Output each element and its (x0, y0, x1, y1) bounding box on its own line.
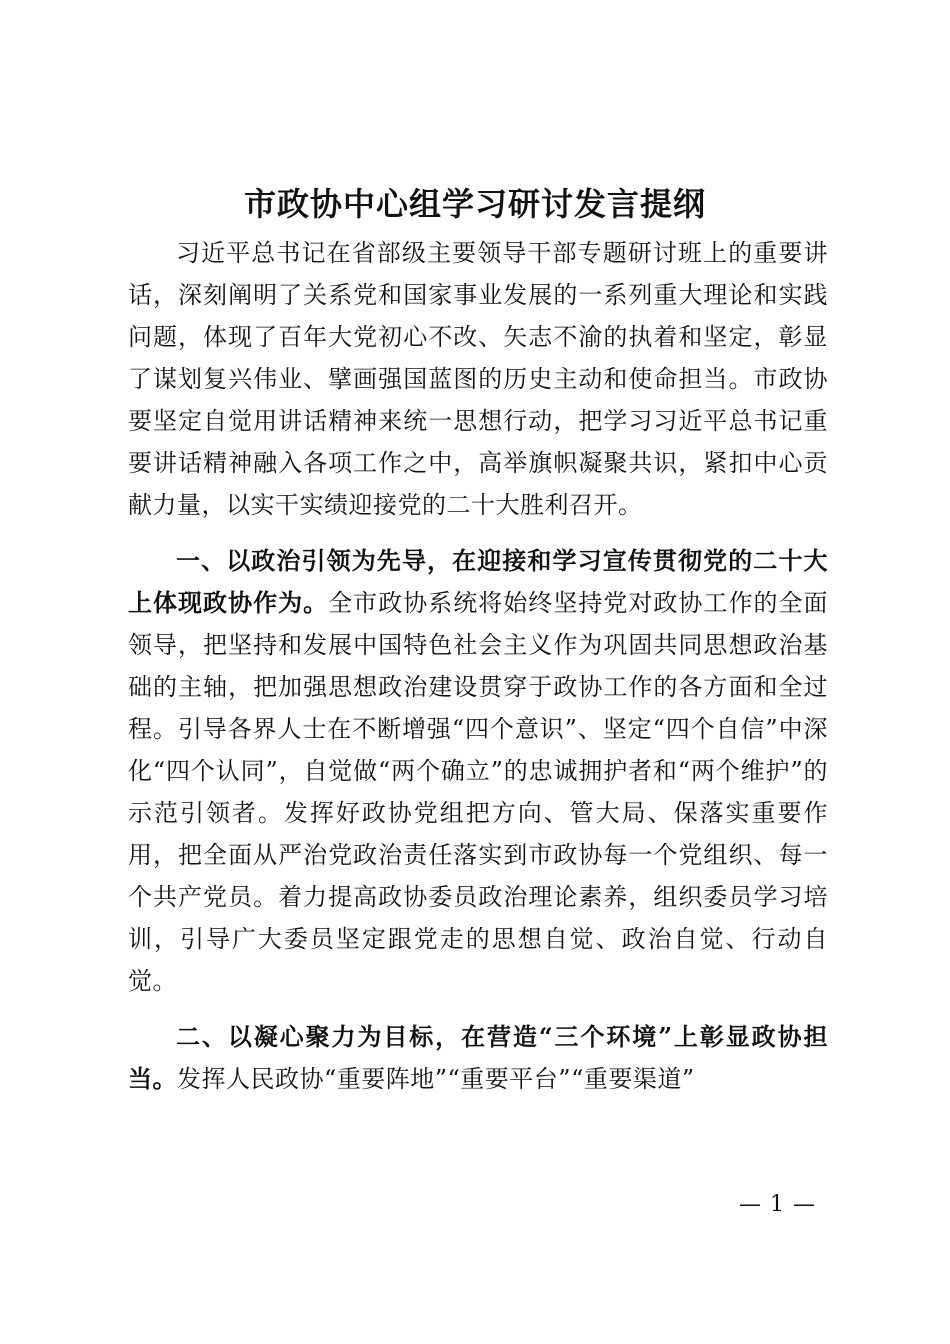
intro-paragraph: 习近平总书记在省部级主要领导干部专题研讨班上的重要讲话，深刻阐明了关系党和国家事业发展的一系列重大理论和实践问题，体现了百年大党初心不改、矢志不渝的执着和坚定，彰显了谋划复兴伟业、擘画强国蓝图的历史主动和使命担当。市政协要坚定自觉用讲话精神来统一思想行动，把学习习近平总书记重要讲话精神融入各项工作之中，高举旗帜凝聚共识，紧扣中心贡献力量，以实干实绩迎接党的二十大胜利召开。 (128, 239, 828, 519)
section-heading-1: 一、以政治引领为先导，在迎接和学习宣传贯彻党的二十大上体现政协作为。 (128, 546, 828, 617)
section-heading-2: 二、以凝心聚力为目标，在营造“三个环境”上彰显政协担当。 (128, 1022, 828, 1093)
section-body-1: 全市政协系统将始终坚持党对政协工作的全面领导，把坚持和发展中国特色社会主义作为巩固共同思想政治基础的主轴，把加强思想政治建设贯穿于政协工作的各方面和全过程。引导各界人士在不断增强“四个意识”、坚定“四个自信”中深化“四个认同”，自觉做“两个确立”的忠诚拥护者和“两个维护”的示范引领者。发挥好政协党组把方向、管大局、保落实重要作用，把全面从严治党政治责任落实到市政协每一个党组织、每一个共产党员。着力提高政协委员政治理论素养，组织委员学习培训，引导广大委员坚定跟党走的思想自觉、政治自觉、行动自觉。 (128, 589, 829, 995)
document-title: 市政协中心组学习研讨发言提纲 (243, 185, 706, 223)
section-paragraph-2 (128, 1016, 828, 1100)
page-number: — 1 — (739, 1192, 816, 1217)
section-body-2: 发挥人民政协“重要阵地”“重要平台”“重要渠道” (177, 1065, 695, 1093)
document-body (128, 232, 828, 1100)
section-paragraph-1 (128, 540, 828, 1002)
